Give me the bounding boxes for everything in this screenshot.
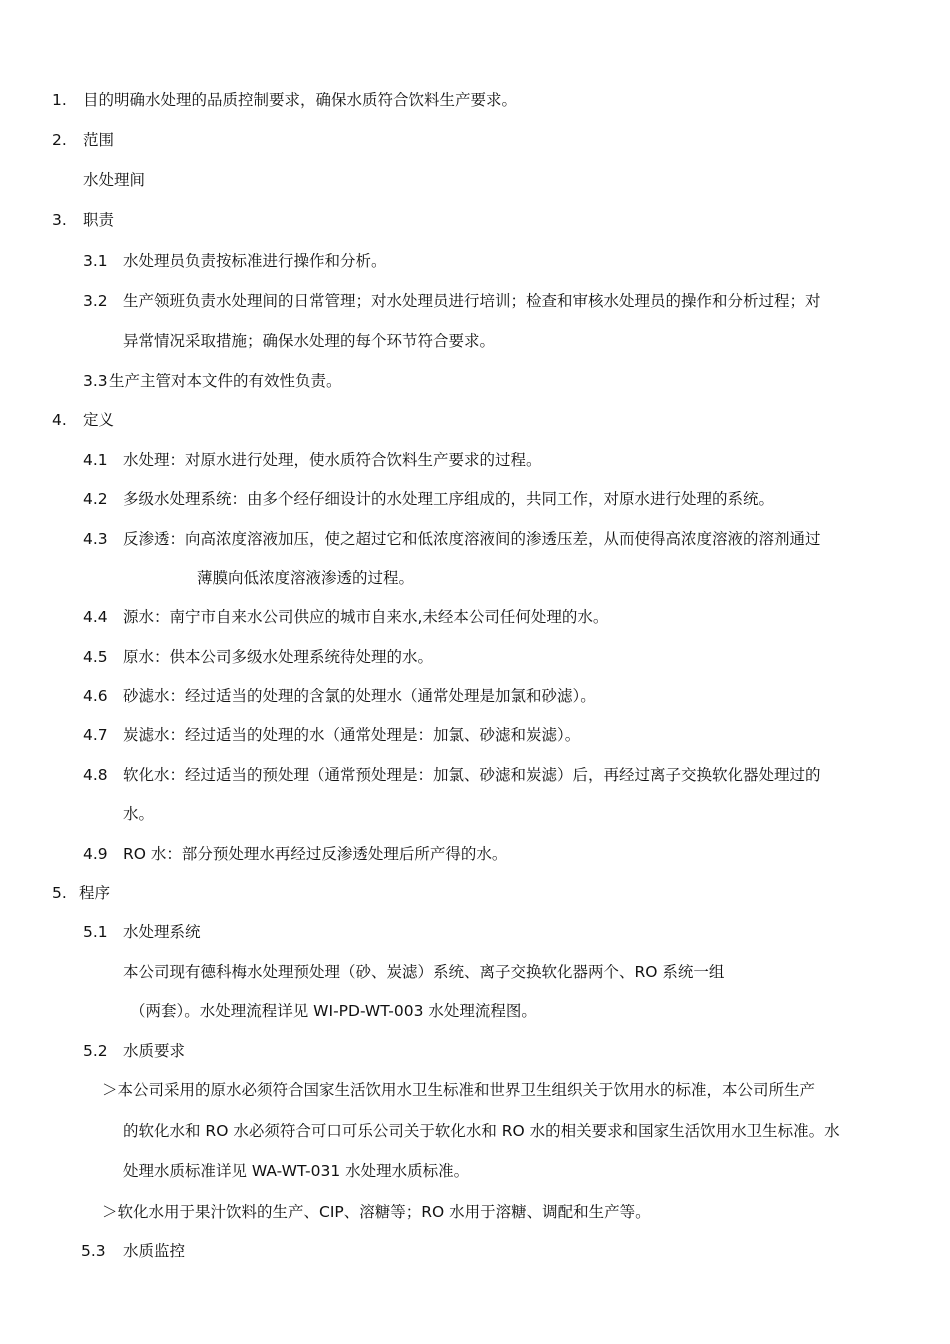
- section-text: 目的明确水处理的品质控制要求，确保水质符合饮料生产要求。: [83, 91, 518, 109]
- item-4-3: [83, 529, 821, 549]
- section-4-heading: [52, 410, 114, 430]
- section-number: 2.: [52, 131, 67, 149]
- item-number: 4.6: [83, 687, 108, 705]
- subsection-title: 水质监控: [123, 1242, 186, 1260]
- item-4-2: [83, 489, 774, 509]
- item-text: 水处理员负责按标准进行操作和分析。: [123, 252, 387, 270]
- item-4-7: [83, 725, 580, 745]
- item-number: 5.2: [83, 1042, 108, 1060]
- section-3-heading: [52, 210, 114, 230]
- bullet-2-line: [102, 1202, 651, 1222]
- subsection-5-3-heading: [81, 1241, 185, 1261]
- item-4-5: [83, 647, 433, 667]
- item-number: 4.3: [83, 530, 108, 548]
- subsection-5-1-heading: [83, 922, 201, 942]
- bullet-arrow: ＞: [102, 1081, 118, 1099]
- item-3-2-continuation: 异常情况采取措施；确保水处理的每个环节符合要求。: [123, 332, 496, 350]
- bullet-1-line-1: [102, 1080, 815, 1100]
- section-number: 5.: [52, 884, 67, 902]
- item-3-3: [83, 371, 342, 391]
- item-4-3-continuation: 薄膜向低浓度溶液渗透的过程。: [197, 569, 415, 587]
- section-number: 4.: [52, 411, 67, 429]
- item-text: 反渗透：向高浓度溶液加压，使之超过它和低浓度溶液间的渗透压差，从而使得高浓度溶液的溶剂通过: [123, 530, 821, 548]
- item-number: 4.9: [83, 845, 108, 863]
- item-3-1: [83, 251, 387, 271]
- item-text: 原水：供本公司多级水处理系统待处理的水。: [123, 648, 434, 666]
- item-number: 4.1: [83, 451, 108, 469]
- item-number: 3.3: [83, 372, 108, 390]
- section-title: 职责: [83, 211, 115, 229]
- section-title: 程序: [79, 884, 111, 902]
- item-number: 5.3: [81, 1242, 106, 1260]
- subsection-5-1-body-line-1: 本公司现有德科梅水处理预处理（砂、炭滤）系统、离子交换软化器两个、RO 系统一组: [123, 963, 725, 981]
- bullet-text: 本公司采用的原水必须符合国家生活饮用水卫生标准和世界卫生组织关于饮用水的标准，本公司所生产: [117, 1081, 816, 1099]
- item-text: 生产领班负责水处理间的日常管理；对水处理员进行培训；检查和审核水处理员的操作和分析过程；对: [123, 292, 821, 310]
- item-text: 水处理：对原水进行处理，使水质符合饮料生产要求的过程。: [123, 451, 542, 469]
- item-text: 生产主管对本文件的有效性负责。: [109, 372, 342, 390]
- item-4-8-continuation: 水。: [123, 805, 155, 823]
- item-number: 4.7: [83, 726, 108, 744]
- section-number: 1.: [52, 91, 67, 109]
- bullet-1-line-2: 的软化水和 RO 水必须符合可口可乐公司关于软化水和 RO 水的相关要求和国家生活饮用水卫生标准。水: [123, 1122, 840, 1140]
- section-title: 范围: [83, 131, 115, 149]
- item-number: 5.1: [83, 923, 108, 941]
- item-text: 多级水处理系统：由多个经仔细设计的水处理工序组成的，共同工作，对原水进行处理的系统。: [123, 490, 775, 508]
- item-number: 3.2: [83, 292, 108, 310]
- section-2-body: 水处理间: [83, 171, 146, 189]
- section-2-heading: [52, 130, 114, 150]
- item-4-1: [83, 450, 542, 470]
- subsection-5-2-heading: [83, 1041, 185, 1061]
- item-4-6: [83, 686, 596, 706]
- item-4-9: [83, 844, 507, 864]
- item-number: 3.1: [83, 252, 108, 270]
- subsection-title: 水处理系统: [123, 923, 201, 941]
- item-3-2: [83, 291, 821, 311]
- item-text: 软化水：经过适当的预处理（通常预处理是：加氯、砂滤和炭滤）后，再经过离子交换软化器处理过的: [123, 766, 821, 784]
- item-text: 砂滤水：经过适当的处理的含氯的处理水（通常处理是加氯和砂滤）。: [123, 687, 596, 705]
- item-text: RO 水：部分预处理水再经过反渗透处理后所产得的水。: [123, 845, 508, 863]
- bullet-1-line-3: 处理水质标准详见 WA-WT-031 水处理水质标准。: [123, 1162, 470, 1180]
- item-text: 源水：南宁市自来水公司供应的城市自来水,未经本公司任何处理的水。: [123, 608, 609, 626]
- item-number: 4.5: [83, 648, 108, 666]
- bullet-arrow: ＞: [102, 1203, 118, 1221]
- section-title: 定义: [83, 411, 115, 429]
- bullet-text: 软化水用于果汁饮料的生产、CIP、溶糖等；RO 水用于溶糖、调配和生产等。: [117, 1203, 651, 1221]
- section-number: 3.: [52, 211, 67, 229]
- item-4-4: [83, 607, 608, 627]
- item-number: 4.2: [83, 490, 108, 508]
- item-number: 4.4: [83, 608, 108, 626]
- item-number: 4.8: [83, 766, 108, 784]
- item-text: 炭滤水：经过适当的处理的水（通常处理是：加氯、砂滤和炭滤）。: [123, 726, 581, 744]
- subsection-5-1-body-line-2: （两套）。水处理流程详见 WI-PD-WT-003 水处理流程图。: [130, 1002, 537, 1020]
- section-5-heading: [52, 883, 110, 903]
- subsection-title: 水质要求: [123, 1042, 186, 1060]
- section-1-line: [52, 90, 517, 110]
- item-4-8: [83, 765, 821, 785]
